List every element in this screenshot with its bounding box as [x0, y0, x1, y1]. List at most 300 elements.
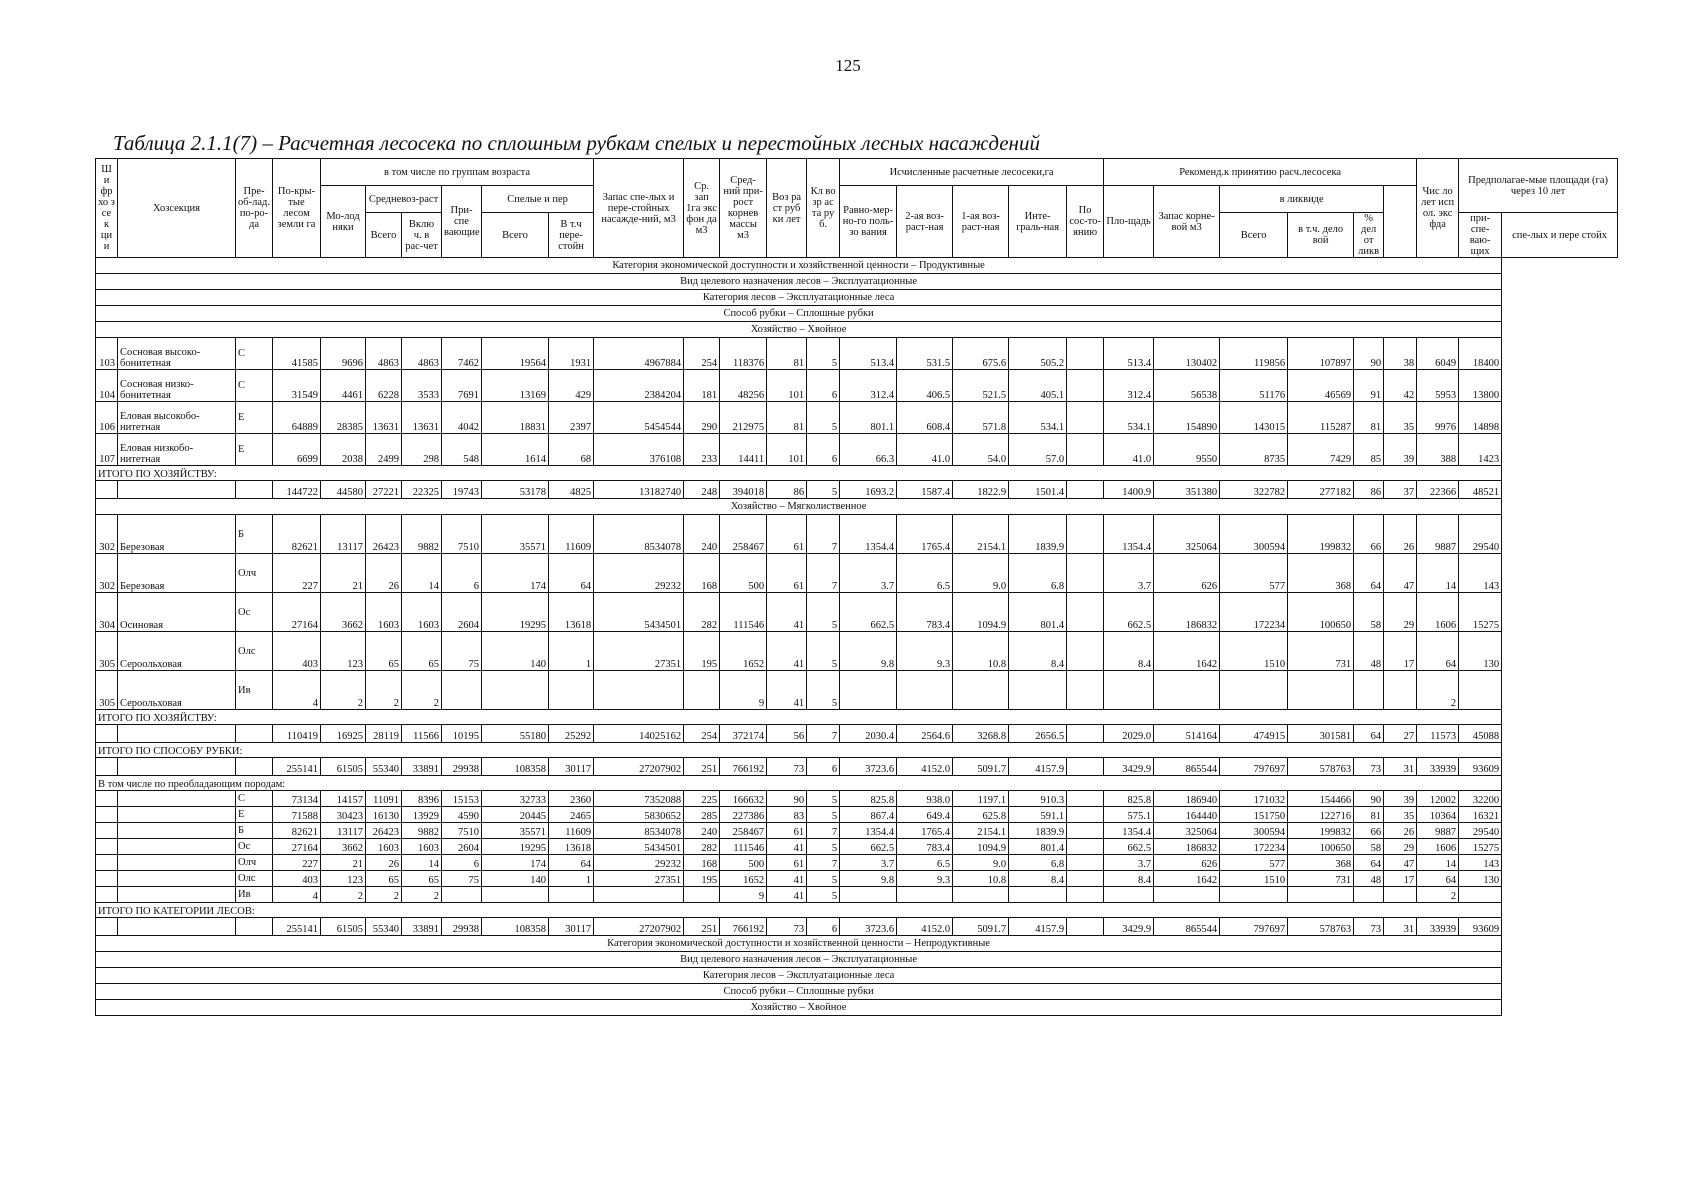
- table-cell: [442, 671, 482, 710]
- table-cell: [684, 671, 720, 710]
- table-cell: 3533: [402, 370, 442, 402]
- table-cell: 251: [684, 758, 720, 776]
- table-cell: 302: [96, 515, 118, 554]
- table-cell: 2499: [366, 434, 402, 466]
- table-cell: 64: [1417, 871, 1459, 887]
- table-cell: 61: [767, 823, 807, 839]
- table-cell: 9: [720, 887, 767, 903]
- table-cell: [1067, 823, 1104, 839]
- table-cell: 233: [684, 434, 720, 466]
- table-cell: 7: [807, 823, 840, 839]
- table-cell: [118, 807, 236, 823]
- section-heading: Категория экономической доступности и хозяйственной ценности – Продуктивные: [96, 258, 1502, 274]
- table-cell: 10.8: [953, 871, 1009, 887]
- table-cell: 577: [1220, 855, 1288, 871]
- table-cell: 19564: [482, 338, 549, 370]
- table-cell: 29232: [594, 554, 684, 593]
- table-cell: 61505: [321, 918, 366, 936]
- table-cell: 66: [1354, 823, 1384, 839]
- col-sred-vsego: Всего: [366, 213, 402, 258]
- section-heading: Хозяйство – Мягколиственное: [96, 499, 1502, 515]
- table-cell: 30117: [549, 758, 594, 776]
- table-cell: 38: [1384, 338, 1417, 370]
- table-cell: 1587.4: [897, 481, 953, 499]
- table-cell: 26: [366, 554, 402, 593]
- table-cell: 73: [767, 758, 807, 776]
- table-cell: 3429.9: [1104, 758, 1154, 776]
- table-cell: [1154, 671, 1220, 710]
- table-cell: 5: [807, 839, 840, 855]
- table-cell: Осиновая: [118, 593, 236, 632]
- table-cell: 118376: [720, 338, 767, 370]
- table-cell: 14: [1417, 554, 1459, 593]
- table-cell: [1459, 887, 1502, 903]
- table-cell: [1067, 791, 1104, 807]
- col-zapas-korn: Запас корне-вой м3: [1154, 186, 1220, 258]
- table-cell: 9.3: [897, 871, 953, 887]
- table-cell: 30423: [321, 807, 366, 823]
- table-cell: С: [236, 791, 273, 807]
- table-cell: Олч: [236, 554, 273, 593]
- table-cell: 312.4: [1104, 370, 1154, 402]
- table-cell: 29: [1384, 839, 1417, 855]
- table-cell: 2: [402, 671, 442, 710]
- table-cell: 825.8: [840, 791, 897, 807]
- table-cell: 312.4: [840, 370, 897, 402]
- table-cell: [96, 823, 118, 839]
- table-cell: 6: [442, 554, 482, 593]
- table-cell: 1839.9: [1009, 515, 1067, 554]
- table-cell: 5: [807, 671, 840, 710]
- table-cell: 9.8: [840, 632, 897, 671]
- table-cell: 19743: [442, 481, 482, 499]
- table-cell: 73: [1354, 918, 1384, 936]
- table-cell: 64: [549, 554, 594, 593]
- table-cell: 130402: [1154, 338, 1220, 370]
- table-cell: 48256: [720, 370, 767, 402]
- table-cell: 304: [96, 593, 118, 632]
- table-cell: 85: [1354, 434, 1384, 466]
- table-cell: 28385: [321, 402, 366, 434]
- table-cell: Еловая высокобо-нитетная: [118, 402, 236, 434]
- table-cell: Ос: [236, 839, 273, 855]
- table-cell: 16925: [321, 725, 366, 743]
- col-pervaya: 1-ая воз-раст-ная: [953, 186, 1009, 258]
- table-cell: 71588: [273, 807, 321, 823]
- table-cell: 83: [767, 807, 807, 823]
- table-cell: 26423: [366, 823, 402, 839]
- table-cell: 31549: [273, 370, 321, 402]
- table-cell: 8.4: [1009, 871, 1067, 887]
- table-cell: 13631: [366, 402, 402, 434]
- table-cell: 783.4: [897, 593, 953, 632]
- table-cell: 29938: [442, 918, 482, 936]
- table-cell: 1603: [402, 839, 442, 855]
- table-cell: 4825: [549, 481, 594, 499]
- table-cell: 164440: [1154, 807, 1220, 823]
- table-cell: 1642: [1154, 632, 1220, 671]
- table-cell: 626: [1154, 554, 1220, 593]
- table-cell: 65: [366, 871, 402, 887]
- table-cell: [96, 758, 118, 776]
- table-cell: 111546: [720, 593, 767, 632]
- table-cell: 500: [720, 855, 767, 871]
- table-cell: 35: [1384, 807, 1417, 823]
- table-cell: [1067, 370, 1104, 402]
- table-cell: 37: [1384, 481, 1417, 499]
- table-cell: 258467: [720, 823, 767, 839]
- table-cell: 305: [96, 671, 118, 710]
- table-cell: 9: [720, 671, 767, 710]
- table-cell: [118, 823, 236, 839]
- table-cell: 6: [807, 370, 840, 402]
- col-chislo-let: Чис ло лет исп ол. экс фда: [1417, 159, 1459, 258]
- table-cell: 5454544: [594, 402, 684, 434]
- table-cell: 2604: [442, 839, 482, 855]
- table-cell: 7: [807, 515, 840, 554]
- table-cell: 7: [807, 855, 840, 871]
- table-cell: 101: [767, 370, 807, 402]
- table-cell: 227: [273, 554, 321, 593]
- table-cell: 140: [482, 632, 549, 671]
- table-cell: 2: [402, 887, 442, 903]
- table-cell: 1094.9: [953, 839, 1009, 855]
- table-cell: 27164: [273, 839, 321, 855]
- table-cell: 626: [1154, 855, 1220, 871]
- table-cell: 27: [1384, 725, 1417, 743]
- table-cell: 4152.0: [897, 918, 953, 936]
- table-cell: 13618: [549, 839, 594, 855]
- table-cell: 61505: [321, 758, 366, 776]
- table-cell: 90: [1354, 338, 1384, 370]
- col-spelye-vsego: Всего: [482, 213, 549, 258]
- table-row: [96, 823, 1618, 839]
- table-cell: 39: [1384, 791, 1417, 807]
- table-cell: [1154, 887, 1220, 903]
- col-ploshad: Пло-щадь: [1104, 186, 1154, 258]
- table-cell: 81: [1354, 402, 1384, 434]
- table-cell: 55180: [482, 725, 549, 743]
- table-cell: 29540: [1459, 515, 1502, 554]
- table-cell: 41: [767, 632, 807, 671]
- col-zapas: Запас спе-лых и пере-стойных насажде-ний, м3: [594, 159, 684, 258]
- table-cell: 48: [1354, 632, 1384, 671]
- table-cell: 6.8: [1009, 554, 1067, 593]
- table-row: [96, 791, 1618, 807]
- table-cell: 1501.4: [1009, 481, 1067, 499]
- table-cell: 531.5: [897, 338, 953, 370]
- table-cell: 41: [767, 671, 807, 710]
- table-cell: 26: [1384, 515, 1417, 554]
- table-cell: 505.2: [1009, 338, 1067, 370]
- table-cell: 28119: [366, 725, 402, 743]
- table-cell: 15153: [442, 791, 482, 807]
- group-label: ИТОГО ПО ХОЗЯЙСТВУ:: [96, 466, 1502, 481]
- group-label: ИТОГО ПО СПОСОБУ РУБКИ:: [96, 743, 1502, 758]
- table-cell: 16130: [366, 807, 402, 823]
- table-cell: 143: [1459, 554, 1502, 593]
- table-cell: [1067, 871, 1104, 887]
- table-cell: 35571: [482, 515, 549, 554]
- table-cell: [1067, 338, 1104, 370]
- table-cell: 17: [1384, 632, 1417, 671]
- table-cell: 68: [549, 434, 594, 466]
- col-empty: [1384, 186, 1417, 258]
- table-cell: 282: [684, 593, 720, 632]
- table-cell: [1067, 671, 1104, 710]
- group-label: В том числе по преобладающим породам:: [96, 776, 1502, 791]
- table-cell: 93609: [1459, 918, 1502, 936]
- table-cell: 14025162: [594, 725, 684, 743]
- section-heading: Способ рубки – Сплошные рубки: [96, 984, 1502, 1000]
- table-cell: 662.5: [840, 839, 897, 855]
- table-cell: 2: [366, 671, 402, 710]
- table-body: [96, 258, 1618, 1016]
- table-cell: 240: [684, 515, 720, 554]
- table-cell: 300594: [1220, 515, 1288, 554]
- table-cell: Олч: [236, 855, 273, 871]
- table-cell: 4863: [402, 338, 442, 370]
- table-cell: [1384, 671, 1417, 710]
- table-row: [96, 632, 1618, 671]
- table-cell: 9.3: [897, 632, 953, 671]
- table-cell: 1094.9: [953, 593, 1009, 632]
- table-cell: 227: [273, 855, 321, 871]
- table-cell: 368: [1288, 855, 1354, 871]
- table-cell: 21: [321, 855, 366, 871]
- table-cell: 731: [1288, 632, 1354, 671]
- col-group-predpolag: Предполагае-мые площади (га) через 10 лет: [1459, 159, 1618, 213]
- section-heading: Категория экономической доступности и хозяйственной ценности – Непродуктивные: [96, 936, 1502, 952]
- table-cell: 9882: [402, 515, 442, 554]
- table-cell: 9976: [1417, 402, 1459, 434]
- table-cell: [1288, 671, 1354, 710]
- table-cell: 254: [684, 725, 720, 743]
- table-cell: 225: [684, 791, 720, 807]
- table-cell: 151750: [1220, 807, 1288, 823]
- table-cell: [1067, 887, 1104, 903]
- table-cell: 64: [1417, 632, 1459, 671]
- table-cell: 186832: [1154, 593, 1220, 632]
- table-cell: 58: [1354, 593, 1384, 632]
- table-cell: 172234: [1220, 593, 1288, 632]
- table-cell: [1067, 807, 1104, 823]
- table-cell: 22325: [402, 481, 442, 499]
- section-heading: Хозяйство – Хвойное: [96, 1000, 1502, 1016]
- table-cell: 6: [807, 918, 840, 936]
- table-cell: 5830652: [594, 807, 684, 823]
- total-row: [96, 725, 1618, 743]
- table-cell: 2154.1: [953, 515, 1009, 554]
- table-cell: Березовая: [118, 515, 236, 554]
- table-cell: 1354.4: [840, 823, 897, 839]
- page-number: 125: [835, 56, 861, 75]
- table-cell: 625.8: [953, 807, 1009, 823]
- table-cell: 7429: [1288, 434, 1354, 466]
- table-cell: 513.4: [1104, 338, 1154, 370]
- table-cell: 33891: [402, 918, 442, 936]
- col-group-likvid: в ликвиде: [1220, 186, 1384, 213]
- table-cell: [118, 918, 236, 936]
- table-cell: 514164: [1154, 725, 1220, 743]
- col-pokrytye: По-кры-тые лесом земли га: [273, 159, 321, 258]
- table-cell: 5: [807, 338, 840, 370]
- table-cell: 2465: [549, 807, 594, 823]
- table-cell: 81: [767, 338, 807, 370]
- table-cell: 123: [321, 632, 366, 671]
- table-cell: 5: [807, 807, 840, 823]
- table-cell: 166632: [720, 791, 767, 807]
- table-cell: 154890: [1154, 402, 1220, 434]
- table-cell: 66.3: [840, 434, 897, 466]
- table-cell: 8396: [402, 791, 442, 807]
- table-row: [96, 593, 1618, 632]
- table-cell: 81: [1354, 807, 1384, 823]
- col-group-rekomend: Рекоменд.к принятию расч.лесосека: [1104, 159, 1417, 186]
- table-cell: [1067, 758, 1104, 776]
- table-cell: 33939: [1417, 918, 1459, 936]
- table-cell: 1510: [1220, 871, 1288, 887]
- table-cell: 6.5: [897, 855, 953, 871]
- table-cell: 56538: [1154, 370, 1220, 402]
- table-row: [96, 434, 1618, 466]
- table-cell: 56: [767, 725, 807, 743]
- section-heading: Хозяйство – Хвойное: [96, 322, 1502, 338]
- table-cell: 521.5: [953, 370, 1009, 402]
- table-cell: 130: [1459, 632, 1502, 671]
- table-cell: 199832: [1288, 823, 1354, 839]
- table-cell: 500: [720, 554, 767, 593]
- table-cell: [96, 887, 118, 903]
- table-cell: 104: [96, 370, 118, 402]
- table-cell: 75: [442, 632, 482, 671]
- table-cell: 8.4: [1009, 632, 1067, 671]
- table-cell: 248: [684, 481, 720, 499]
- table-cell: 29540: [1459, 823, 1502, 839]
- table-cell: 1603: [366, 839, 402, 855]
- table-cell: 4590: [442, 807, 482, 823]
- table-cell: 103: [96, 338, 118, 370]
- table-cell: 9.0: [953, 855, 1009, 871]
- section-heading: Категория лесов – Эксплуатационные леса: [96, 968, 1502, 984]
- table-cell: 254: [684, 338, 720, 370]
- table-cell: [1067, 434, 1104, 466]
- table-cell: 9.0: [953, 554, 1009, 593]
- table-cell: 29: [1384, 593, 1417, 632]
- table-cell: 5: [807, 402, 840, 434]
- table-cell: [684, 887, 720, 903]
- table-cell: 534.1: [1104, 402, 1154, 434]
- table-cell: 16321: [1459, 807, 1502, 823]
- table-cell: 13117: [321, 823, 366, 839]
- table-cell: 801.4: [1009, 839, 1067, 855]
- table-cell: 578763: [1288, 758, 1354, 776]
- table-cell: 3.7: [1104, 855, 1154, 871]
- table-cell: 290: [684, 402, 720, 434]
- table-cell: [1067, 632, 1104, 671]
- table-cell: 27351: [594, 632, 684, 671]
- table-cell: 1: [549, 632, 594, 671]
- table-cell: 548: [442, 434, 482, 466]
- table-cell: 3.7: [840, 554, 897, 593]
- table-cell: [1459, 671, 1502, 710]
- table-cell: 2030.4: [840, 725, 897, 743]
- table-cell: 1510: [1220, 632, 1288, 671]
- table-cell: 26423: [366, 515, 402, 554]
- table-cell: 42: [1384, 370, 1417, 402]
- table-cell: Олс: [236, 871, 273, 887]
- table-cell: 865544: [1154, 758, 1220, 776]
- table-cell: [1009, 887, 1067, 903]
- table-cell: 168: [684, 554, 720, 593]
- table-cell: 429: [549, 370, 594, 402]
- table-cell: 5: [807, 481, 840, 499]
- table-cell: 86: [767, 481, 807, 499]
- table-cell: 1400.9: [1104, 481, 1154, 499]
- table-cell: 31: [1384, 758, 1417, 776]
- table-cell: 18400: [1459, 338, 1502, 370]
- table-cell: [96, 807, 118, 823]
- table-cell: 2: [321, 887, 366, 903]
- table-cell: 1642: [1154, 871, 1220, 887]
- table-cell: [1220, 887, 1288, 903]
- col-perestoynye: В т.ч пере-стойн: [549, 213, 594, 258]
- table-cell: 5953: [1417, 370, 1459, 402]
- table-cell: 21: [321, 554, 366, 593]
- table-cell: 7462: [442, 338, 482, 370]
- table-cell: 7691: [442, 370, 482, 402]
- table-cell: 282: [684, 839, 720, 855]
- table-cell: 13929: [402, 807, 442, 823]
- table-cell: 7: [807, 725, 840, 743]
- table-cell: 82621: [273, 515, 321, 554]
- table-cell: Б: [236, 515, 273, 554]
- table-cell: 26: [1384, 823, 1417, 839]
- table-cell: [118, 855, 236, 871]
- table-cell: Еловая низкобо-нитетная: [118, 434, 236, 466]
- table-cell: Сероольховая: [118, 632, 236, 671]
- table-cell: 11609: [549, 515, 594, 554]
- group-label: ИТОГО ПО ХОЗЯЙСТВУ:: [96, 710, 1502, 725]
- table-cell: 7: [807, 554, 840, 593]
- col-sr-zapas: Ср. зап 1га экс фон да м3: [684, 159, 720, 258]
- table-cell: 474915: [1220, 725, 1288, 743]
- table-cell: 5: [807, 887, 840, 903]
- table-cell: 1423: [1459, 434, 1502, 466]
- table-cell: 61: [767, 554, 807, 593]
- table-cell: 13618: [549, 593, 594, 632]
- col-group-srednevozrast: Средневоз-раст: [366, 186, 442, 213]
- table-cell: 32733: [482, 791, 549, 807]
- table-cell: [96, 725, 118, 743]
- table-cell: [118, 758, 236, 776]
- table-cell: 17: [1384, 871, 1417, 887]
- table-cell: 10195: [442, 725, 482, 743]
- table-cell: 325064: [1154, 823, 1220, 839]
- table-cell: [118, 839, 236, 855]
- table-cell: 731: [1288, 871, 1354, 887]
- table-cell: 61: [767, 515, 807, 554]
- table-cell: [1067, 554, 1104, 593]
- table-cell: 45088: [1459, 725, 1502, 743]
- table-cell: 115287: [1288, 402, 1354, 434]
- table-cell: 322782: [1220, 481, 1288, 499]
- table-cell: [1354, 671, 1384, 710]
- table-cell: 35571: [482, 823, 549, 839]
- table-cell: 154466: [1288, 791, 1354, 807]
- table-cell: 8534078: [594, 823, 684, 839]
- table-cell: 29938: [442, 758, 482, 776]
